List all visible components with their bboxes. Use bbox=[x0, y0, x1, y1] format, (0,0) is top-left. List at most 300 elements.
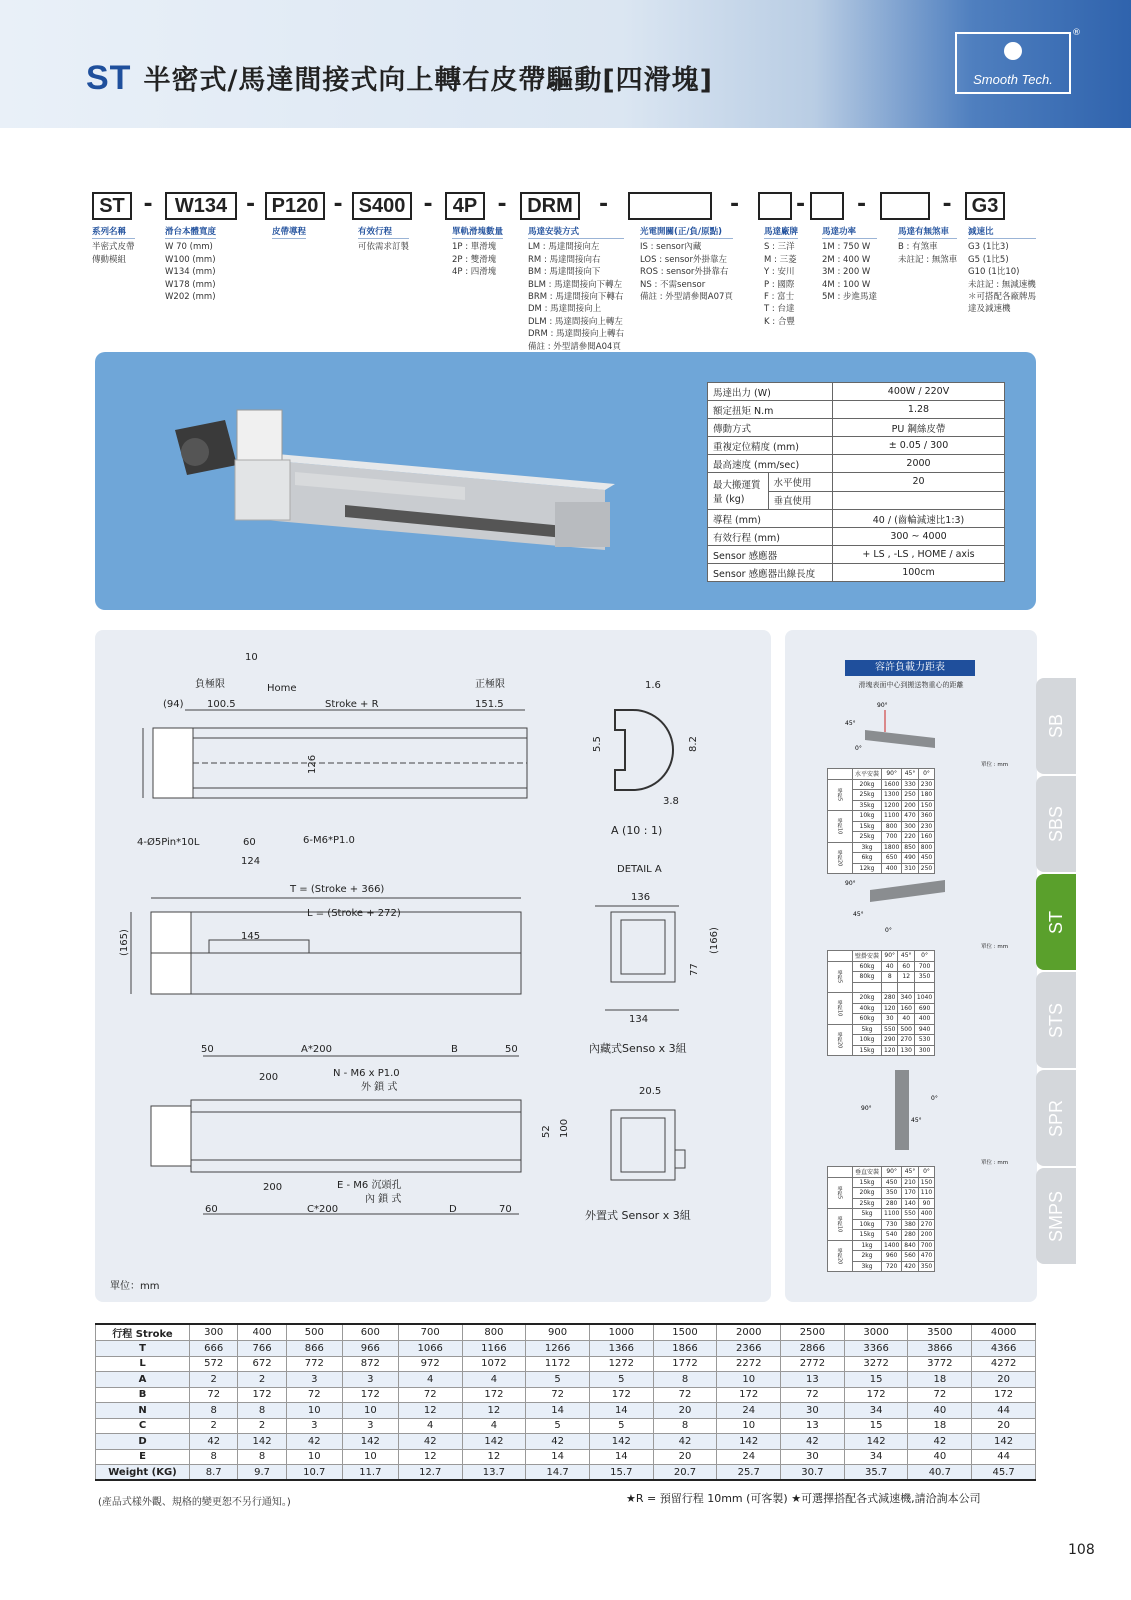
legend-line: 可依需求訂製 bbox=[358, 242, 410, 253]
load-cell: 150 bbox=[918, 1177, 934, 1188]
table-cell: 72 bbox=[398, 1387, 462, 1403]
load-cell: 330 bbox=[902, 779, 918, 790]
load-h-label: 水平使用 bbox=[768, 473, 832, 491]
table-cell: 5 bbox=[589, 1372, 653, 1388]
table-cell: 1500 bbox=[653, 1324, 717, 1341]
table-cell: 30.7 bbox=[781, 1465, 845, 1481]
table-cell: 800 bbox=[462, 1324, 526, 1341]
load-head: 垂直安裝 bbox=[853, 1167, 882, 1178]
table-cell: 4000 bbox=[972, 1324, 1036, 1341]
table-cell: 172 bbox=[972, 1387, 1036, 1403]
table-cell: 4 bbox=[462, 1372, 526, 1388]
legend-heading: 滑台本體寬度 bbox=[165, 226, 216, 239]
load-cell: 540 bbox=[882, 1230, 902, 1241]
end-view-inner bbox=[595, 906, 679, 1010]
legend-line: LM : 馬達間接向左 bbox=[528, 242, 600, 253]
load-cell: 1300 bbox=[882, 790, 902, 801]
vertical-diagram bbox=[861, 1070, 938, 1150]
angle-45-v: 45° bbox=[911, 1117, 922, 1124]
bottom-view bbox=[151, 1056, 521, 1214]
load-cell: 90 bbox=[918, 1198, 934, 1209]
b-label: B bbox=[451, 1044, 458, 1055]
dim-165: (165) bbox=[119, 929, 130, 956]
load-head: 90° bbox=[882, 951, 898, 962]
load-cell: 560 bbox=[902, 1251, 918, 1262]
load-group: 導程20 bbox=[828, 1240, 853, 1272]
table-cell: 35.7 bbox=[844, 1465, 908, 1481]
load-head: 90° bbox=[882, 1167, 902, 1178]
legend-line: 4P : 四滑塊 bbox=[452, 267, 497, 278]
table-cell: 10.7 bbox=[286, 1465, 342, 1481]
legend-line: 3M : 200 W bbox=[822, 267, 871, 278]
row-header: N bbox=[96, 1403, 190, 1419]
table-cell: 142 bbox=[972, 1434, 1036, 1450]
table-cell: 10 bbox=[717, 1418, 781, 1434]
tab-smps[interactable]: SMPS bbox=[1036, 1168, 1076, 1264]
load-head: 45° bbox=[902, 1167, 918, 1178]
legend-line: G5 (1比5) bbox=[968, 254, 1009, 265]
stroke-table bbox=[95, 1323, 1036, 1481]
code-box-2: P120 bbox=[265, 192, 325, 220]
legend-line: NS : 不需sensor bbox=[640, 279, 706, 290]
legend-line: Y : 安川 bbox=[764, 267, 795, 278]
spec-value: ± 0.05 / 300 bbox=[833, 437, 1005, 455]
load-cell: 25kg bbox=[853, 832, 882, 843]
home-label: Home bbox=[267, 683, 297, 694]
dimension-drawing bbox=[95, 630, 771, 1302]
spec-value: 40 / (齒輪減速比1:3) bbox=[833, 510, 1005, 528]
table-cell: 1172 bbox=[526, 1356, 590, 1372]
legend-line: W134 (mm) bbox=[165, 267, 216, 278]
tab-sbs[interactable]: SBS bbox=[1036, 776, 1076, 872]
table-cell: 9.7 bbox=[238, 1465, 286, 1481]
angle-0-h: 0° bbox=[855, 745, 862, 752]
table-cell: 142 bbox=[589, 1434, 653, 1450]
table-cell: 13 bbox=[781, 1372, 845, 1388]
legend-line: W 70 (mm) bbox=[165, 242, 213, 253]
legend-line: RM : 馬達間接向右 bbox=[528, 254, 601, 265]
spec-value: 300 ~ 4000 bbox=[833, 528, 1005, 546]
legend-heading: 皮帶導程 bbox=[272, 226, 306, 239]
load-cell: 120 bbox=[882, 1003, 898, 1014]
load-cell: 35kg bbox=[853, 800, 882, 811]
table-cell: 1866 bbox=[653, 1341, 717, 1357]
code-dash: - bbox=[857, 192, 867, 217]
legend-line: 2M : 400 W bbox=[822, 254, 871, 265]
load-cell: 210 bbox=[902, 1177, 918, 1188]
load-head: 0° bbox=[918, 769, 934, 780]
legend-heading: 馬達功率 bbox=[822, 226, 877, 239]
load-cell: 15kg bbox=[853, 821, 882, 832]
load-cell: 730 bbox=[882, 1219, 902, 1230]
table-cell: 13 bbox=[781, 1418, 845, 1434]
load-cell: 420 bbox=[902, 1261, 918, 1272]
code-box-6 bbox=[628, 192, 712, 220]
table-cell: 42 bbox=[190, 1434, 238, 1450]
inner-sensor-label: 內藏式Senso x 3組 bbox=[589, 1042, 687, 1055]
table-cell: 44 bbox=[972, 1403, 1036, 1419]
spec-label: 導程 (mm) bbox=[708, 510, 833, 528]
angle-90-h: 90° bbox=[877, 702, 888, 709]
table-cell: 12.7 bbox=[398, 1465, 462, 1481]
table-cell: 666 bbox=[190, 1341, 238, 1357]
table-cell: 72 bbox=[526, 1387, 590, 1403]
load-cell: 400 bbox=[914, 1014, 934, 1025]
table-row bbox=[96, 1356, 1036, 1372]
table-cell: 8 bbox=[238, 1449, 286, 1465]
table-cell: 172 bbox=[238, 1387, 286, 1403]
l-length: L = (Stroke + 272) bbox=[307, 908, 401, 919]
table-cell: 2 bbox=[190, 1418, 238, 1434]
dim-50a: 50 bbox=[201, 1044, 214, 1055]
table-cell: 42 bbox=[398, 1434, 462, 1450]
table-cell: 2500 bbox=[781, 1324, 845, 1341]
series-tabs bbox=[1036, 678, 1076, 1266]
load-group: 導程10 bbox=[828, 993, 853, 1025]
table-cell: 2000 bbox=[717, 1324, 781, 1341]
spec-value: 2000 bbox=[833, 455, 1005, 473]
load-head: 0° bbox=[914, 951, 934, 962]
load-cell: 160 bbox=[918, 832, 934, 843]
spec-label: 重複定位精度 (mm) bbox=[708, 437, 833, 455]
legend-line: W178 (mm) bbox=[165, 279, 216, 290]
table-cell: 172 bbox=[844, 1387, 908, 1403]
table-cell: 10 bbox=[342, 1449, 398, 1465]
tab-st[interactable]: ST bbox=[1036, 874, 1076, 970]
dim-60b: 60 bbox=[205, 1204, 218, 1215]
load-cell bbox=[898, 982, 914, 993]
legend-line: ＊可搭配各廠牌馬 bbox=[968, 292, 1037, 303]
table-cell: 72 bbox=[781, 1387, 845, 1403]
load-cell: 700 bbox=[882, 832, 902, 843]
load-cell: 8 bbox=[882, 972, 898, 983]
legend-column bbox=[822, 226, 877, 303]
table-cell: 20 bbox=[653, 1403, 717, 1419]
table-cell: 8 bbox=[653, 1418, 717, 1434]
table-cell: 400 bbox=[238, 1324, 286, 1341]
load-cell: 20kg bbox=[853, 1188, 882, 1199]
dim-100: 100 bbox=[559, 1118, 570, 1138]
load-cell: 130 bbox=[898, 1045, 914, 1056]
legend-line: 2P : 雙滑塊 bbox=[452, 254, 497, 265]
load-cell: 400 bbox=[918, 1209, 934, 1220]
table-cell: 14 bbox=[589, 1449, 653, 1465]
code-box-8 bbox=[810, 192, 844, 220]
table-cell: 772 bbox=[286, 1356, 342, 1372]
module-image bbox=[165, 390, 625, 570]
load-cell: 720 bbox=[882, 1261, 902, 1272]
spec-label: Sensor 感應器 bbox=[708, 546, 833, 564]
load-cell: 1040 bbox=[914, 993, 934, 1004]
legend-heading: 有效行程 bbox=[358, 226, 409, 239]
spec-value: 400W / 220V bbox=[833, 383, 1005, 401]
load-cell: 270 bbox=[898, 1035, 914, 1046]
spec-value: 1.28 bbox=[833, 401, 1005, 419]
load-cell: 15kg bbox=[853, 1230, 882, 1241]
load-cell: 170 bbox=[902, 1188, 918, 1199]
table-cell: 8 bbox=[653, 1372, 717, 1388]
legend-line: ROS : sensor外掛靠右 bbox=[640, 267, 729, 278]
code-box-5: DRM bbox=[520, 192, 580, 220]
load-cell: 160 bbox=[898, 1003, 914, 1014]
horizontal-load-table bbox=[827, 768, 935, 874]
page-header bbox=[0, 0, 1131, 128]
legend-column bbox=[898, 226, 957, 266]
table-cell: 3866 bbox=[908, 1341, 972, 1357]
table-cell: 3772 bbox=[908, 1356, 972, 1372]
detail-a-label: DETAIL A bbox=[617, 864, 662, 875]
table-cell: 14 bbox=[526, 1449, 590, 1465]
code-box-3: S400 bbox=[352, 192, 412, 220]
load-cell: 530 bbox=[914, 1035, 934, 1046]
table-cell: 42 bbox=[908, 1434, 972, 1450]
table-cell: 3 bbox=[342, 1372, 398, 1388]
legend-column bbox=[358, 226, 409, 254]
load-cell: 1600 bbox=[882, 779, 902, 790]
table-cell: 1072 bbox=[462, 1356, 526, 1372]
spec-label: Sensor 感應器出線長度 bbox=[708, 564, 833, 582]
load-cell: 700 bbox=[918, 1240, 934, 1251]
spec-value: 100cm bbox=[833, 564, 1005, 582]
table-cell: 1272 bbox=[589, 1356, 653, 1372]
table-cell: 766 bbox=[238, 1341, 286, 1357]
table-cell: 142 bbox=[342, 1434, 398, 1450]
table-cell: 20.7 bbox=[653, 1465, 717, 1481]
load-cell: 650 bbox=[882, 853, 902, 864]
table-cell: 3 bbox=[286, 1418, 342, 1434]
legend-line: G3 (1比3) bbox=[968, 242, 1009, 253]
table-cell: 72 bbox=[190, 1387, 238, 1403]
angle-90-w: 90° bbox=[845, 880, 856, 887]
load-cell: 350 bbox=[918, 1261, 934, 1272]
table-cell: 24 bbox=[717, 1403, 781, 1419]
legend-column bbox=[165, 226, 216, 303]
load-cell: 25kg bbox=[853, 1198, 882, 1209]
load-head: 90° bbox=[882, 769, 902, 780]
table-cell: 3 bbox=[286, 1372, 342, 1388]
table-row bbox=[96, 1449, 1036, 1465]
table-cell: 5 bbox=[526, 1418, 590, 1434]
load-cell: 25kg bbox=[853, 790, 882, 801]
table-cell: 20 bbox=[653, 1449, 717, 1465]
load-cell: 1kg bbox=[853, 1240, 882, 1251]
load-cell: 40 bbox=[898, 1014, 914, 1025]
legend-line: G10 (1比10) bbox=[968, 267, 1020, 278]
load-group-head bbox=[828, 951, 853, 962]
table-cell: 572 bbox=[190, 1356, 238, 1372]
load-cell: 300 bbox=[902, 821, 918, 832]
table-cell: 2 bbox=[238, 1418, 286, 1434]
legend-line: 未註記 : 無減速機 bbox=[968, 279, 1036, 290]
load-group: 導程20 bbox=[828, 842, 853, 874]
row-header: 行程 Stroke bbox=[96, 1324, 190, 1341]
load-cell: 360 bbox=[918, 811, 934, 822]
legend-column bbox=[528, 226, 624, 353]
load-head: 45° bbox=[902, 769, 918, 780]
load-cell: 80kg bbox=[853, 972, 882, 983]
table-row bbox=[96, 1341, 1036, 1357]
table-cell: 42 bbox=[781, 1434, 845, 1450]
load-cell: 2kg bbox=[853, 1251, 882, 1262]
table-cell: 142 bbox=[844, 1434, 908, 1450]
footer-note: (產品式樣外觀、規格的變更恕不另行通知。) bbox=[98, 1497, 291, 1508]
top-view bbox=[143, 710, 527, 798]
table-cell: 42 bbox=[286, 1434, 342, 1450]
load-cell: 940 bbox=[914, 1024, 934, 1035]
detail-a-scale: A (10 : 1) bbox=[611, 824, 663, 837]
table-cell: 44 bbox=[972, 1449, 1036, 1465]
load-cell: 250 bbox=[918, 863, 934, 874]
load-cell: 800 bbox=[918, 842, 934, 853]
table-cell: 3500 bbox=[908, 1324, 972, 1341]
drawing-svg bbox=[95, 630, 771, 1302]
e-m6-label: E - M6 沉頭孔 bbox=[337, 1180, 402, 1191]
load-cell: 120 bbox=[882, 1045, 898, 1056]
load-cell: 20kg bbox=[853, 993, 882, 1004]
table-cell: 20 bbox=[972, 1372, 1036, 1388]
table-cell: 2 bbox=[190, 1372, 238, 1388]
load-head: 壁掛安裝 bbox=[853, 951, 882, 962]
table-cell: 72 bbox=[653, 1387, 717, 1403]
load-cell: 15kg bbox=[853, 1045, 882, 1056]
load-group: 導程5 bbox=[828, 1177, 853, 1209]
table-cell: 1266 bbox=[526, 1341, 590, 1357]
legend-heading: 單軌滑塊數量 bbox=[452, 226, 503, 239]
legend-line: K : 合豐 bbox=[764, 316, 795, 327]
legend-column bbox=[92, 226, 135, 266]
load-cell: 180 bbox=[918, 790, 934, 801]
legend-line: DLM : 馬達間接向上轉左 bbox=[528, 316, 623, 327]
spec-panel bbox=[95, 352, 1036, 610]
load-cell: 20kg bbox=[853, 779, 882, 790]
table-cell: 1366 bbox=[589, 1341, 653, 1357]
load-cell: 270 bbox=[918, 1219, 934, 1230]
legend-line: W100 (mm) bbox=[165, 254, 216, 265]
code-dash: - bbox=[423, 192, 433, 217]
spec-label: 有效行程 (mm) bbox=[708, 528, 833, 546]
load-cell: 200 bbox=[918, 1230, 934, 1241]
table-cell: 18 bbox=[908, 1372, 972, 1388]
table-cell: 172 bbox=[342, 1387, 398, 1403]
legend-line: 4M : 100 W bbox=[822, 279, 871, 290]
table-cell: 12 bbox=[398, 1449, 462, 1465]
tab-sts[interactable]: STS bbox=[1036, 972, 1076, 1068]
load-cell bbox=[853, 982, 882, 993]
dim-82: 8.2 bbox=[688, 736, 699, 752]
wall-diagram bbox=[845, 880, 945, 934]
load-cell: 500 bbox=[898, 1024, 914, 1035]
legend-line: 備註 : 外型請參閱A04頁 bbox=[528, 341, 621, 352]
dim-16: 1.6 bbox=[645, 680, 661, 691]
load-cell: 12kg bbox=[853, 863, 882, 874]
load-cell: 5kg bbox=[853, 1024, 882, 1035]
table-cell: 40 bbox=[908, 1449, 972, 1465]
legend-line: 未註記 : 無煞車 bbox=[898, 254, 958, 265]
load-group: 導程20 bbox=[828, 1024, 853, 1056]
load-h-value: 20 bbox=[833, 473, 1004, 491]
title-text: 半密式/馬達間接式向上轉右皮帶驅動[四滑塊] bbox=[143, 65, 713, 96]
row-header: D bbox=[96, 1434, 190, 1450]
load-cell: 960 bbox=[882, 1251, 902, 1262]
dim-70: 70 bbox=[499, 1204, 512, 1215]
dim-60: 60 bbox=[243, 837, 256, 848]
table-cell: 5 bbox=[589, 1418, 653, 1434]
dim-124: 124 bbox=[241, 856, 261, 867]
logo-text: Smooth Tech. bbox=[973, 72, 1053, 87]
code-dash: - bbox=[942, 192, 952, 217]
load-cell: 300 bbox=[914, 1045, 934, 1056]
table-cell: 10 bbox=[286, 1449, 342, 1465]
code-box-7 bbox=[758, 192, 792, 220]
table-cell: 2866 bbox=[781, 1341, 845, 1357]
spec-table bbox=[707, 382, 1005, 582]
horizontal-diagram bbox=[845, 702, 935, 752]
legend-line: P : 國際 bbox=[764, 279, 795, 290]
load-cell: 380 bbox=[902, 1219, 918, 1230]
table-row bbox=[96, 1403, 1036, 1419]
code-box-0: ST bbox=[92, 192, 132, 220]
table-cell: 34 bbox=[844, 1449, 908, 1465]
tab-sb[interactable]: SB bbox=[1036, 678, 1076, 774]
legend-line: B : 有煞車 bbox=[898, 242, 938, 253]
legend-line: BLM : 馬達間接向下轉左 bbox=[528, 279, 623, 290]
load-label: 最大搬運質量 (kg) bbox=[708, 473, 768, 509]
load-cell: 690 bbox=[914, 1003, 934, 1014]
legend-heading: 系列名稱 bbox=[92, 226, 135, 239]
load-cell: 550 bbox=[902, 1209, 918, 1220]
code-box-9 bbox=[880, 192, 930, 220]
code-dash: - bbox=[796, 192, 806, 217]
legend-line: DRM : 馬達間接向上轉右 bbox=[528, 329, 625, 340]
dim-166: (166) bbox=[709, 927, 720, 954]
row-header: L bbox=[96, 1356, 190, 1372]
table-cell: 8 bbox=[190, 1403, 238, 1419]
table-cell: 13.7 bbox=[462, 1465, 526, 1481]
load-cell: 60kg bbox=[853, 961, 882, 972]
load-cell: 1800 bbox=[882, 842, 902, 853]
tab-spr[interactable]: SPR bbox=[1036, 1070, 1076, 1166]
load-cell: 800 bbox=[882, 821, 902, 832]
table-cell: 10 bbox=[342, 1403, 398, 1419]
dim-94: (94) bbox=[163, 699, 184, 710]
wall-load-table bbox=[827, 950, 935, 1056]
code-box-10: G3 bbox=[965, 192, 1005, 220]
load-cell: 5kg bbox=[853, 1209, 882, 1220]
legend-column bbox=[452, 226, 503, 279]
load-cell: 110 bbox=[918, 1188, 934, 1199]
table-row bbox=[96, 1434, 1036, 1450]
angle-0-v: 0° bbox=[931, 1095, 938, 1102]
row-header: Weight (KG) bbox=[96, 1465, 190, 1481]
load-moment-panel bbox=[785, 630, 1037, 1302]
table-cell: 500 bbox=[286, 1324, 342, 1341]
table-row bbox=[96, 1387, 1036, 1403]
vertical-load-table bbox=[827, 1166, 935, 1272]
spec-label: 最高速度 (mm/sec) bbox=[708, 455, 833, 473]
table-cell: 4272 bbox=[972, 1356, 1036, 1372]
legend-heading: 馬達安裝方式 bbox=[528, 226, 624, 239]
dim-145: 145 bbox=[241, 931, 261, 942]
load-cell bbox=[882, 982, 898, 993]
dim-77: 77 bbox=[689, 963, 700, 976]
load-head: 45° bbox=[898, 951, 914, 962]
table-cell: 10 bbox=[286, 1403, 342, 1419]
code-dash: - bbox=[497, 192, 507, 217]
legend-line: 備註 : 外型請參閱A07頁 bbox=[640, 292, 733, 303]
load-group-head bbox=[828, 769, 853, 780]
table-cell: 40.7 bbox=[908, 1465, 972, 1481]
unit-v: 單位 : mm bbox=[981, 1160, 1009, 1166]
